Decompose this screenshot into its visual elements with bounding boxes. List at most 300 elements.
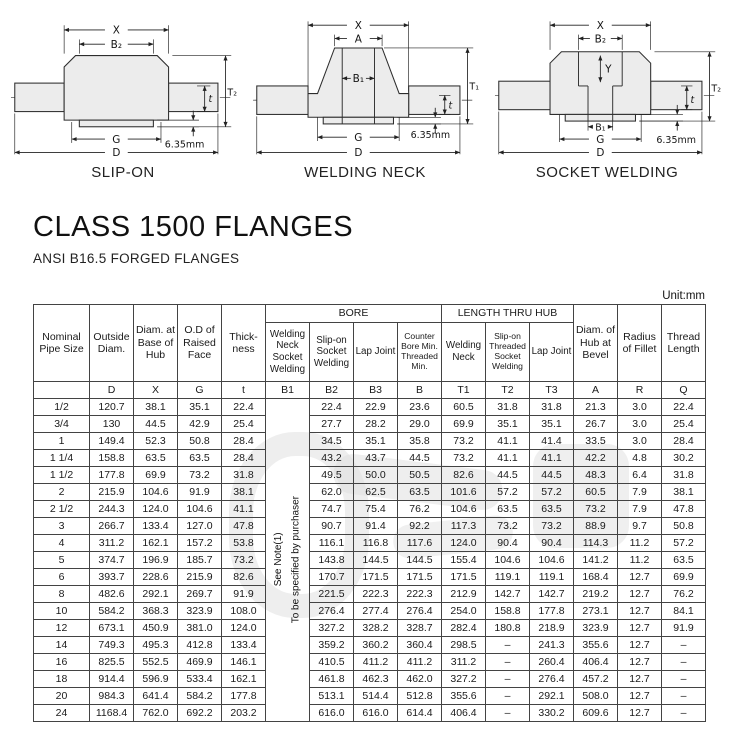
value-cell: 311.2: [442, 654, 486, 671]
value-cell: 38.1: [134, 399, 178, 416]
table-row: [34, 620, 706, 637]
pipe-size-cell: 2 1/2: [34, 501, 90, 518]
value-cell: 63.5: [178, 450, 222, 467]
value-cell: 117.6: [398, 535, 442, 552]
value-cell: 171.5: [354, 569, 398, 586]
pipe-size-cell: 5: [34, 552, 90, 569]
symbol-cell-B1: B1: [266, 382, 310, 399]
value-cell: 269.7: [178, 586, 222, 603]
dim-label-x: X: [354, 19, 362, 32]
table-row: [34, 433, 706, 450]
pipe-size-cell: 24: [34, 705, 90, 722]
value-cell: 215.9: [178, 569, 222, 586]
value-cell: 3.0: [618, 433, 662, 450]
value-cell: 158.8: [486, 603, 530, 620]
value-cell: 82.6: [442, 467, 486, 484]
value-cell: 533.4: [178, 671, 222, 688]
value-cell: 22.4: [310, 399, 354, 416]
table-row: [34, 518, 706, 535]
value-cell: –: [486, 654, 530, 671]
pipe-size-cell: 1/2: [34, 399, 90, 416]
value-cell: 104.6: [178, 501, 222, 518]
dim-label-g: G: [354, 132, 363, 145]
value-cell: 50.5: [398, 467, 442, 484]
value-cell: 260.4: [530, 654, 574, 671]
value-cell: 90.4: [530, 535, 574, 552]
col-header-bore-b1: Welding Neck Socket Welding: [266, 323, 310, 382]
value-cell: 76.2: [398, 501, 442, 518]
value-cell: 27.7: [310, 416, 354, 433]
b1-note-line: To be specified by purchaser: [290, 496, 302, 624]
value-cell: 130: [90, 416, 134, 433]
value-cell: 1168.4: [90, 705, 134, 722]
table-row: [34, 450, 706, 467]
value-cell: 63.5: [398, 484, 442, 501]
value-cell: 411.2: [398, 654, 442, 671]
value-cell: 298.5: [442, 637, 486, 654]
value-cell: –: [486, 705, 530, 722]
value-cell: 7.9: [618, 484, 662, 501]
value-cell: 462.0: [398, 671, 442, 688]
dim-label-y: Y: [605, 63, 612, 76]
value-cell: 44.5: [486, 467, 530, 484]
value-cell: 22.4: [662, 399, 706, 416]
b1-note-line: See Note(1): [273, 533, 284, 587]
dim-label-t2: T₂: [711, 83, 722, 95]
flange-table-section: [33, 304, 706, 722]
value-cell: 584.2: [90, 603, 134, 620]
pipe-size-cell: 8: [34, 586, 90, 603]
value-cell: 469.9: [178, 654, 222, 671]
value-cell: 12.7: [618, 654, 662, 671]
dim-label-x: X: [596, 19, 604, 32]
value-cell: 406.4: [442, 705, 486, 722]
value-cell: 116.1: [310, 535, 354, 552]
value-cell: 327.2: [442, 671, 486, 688]
value-cell: 35.1: [178, 399, 222, 416]
value-cell: 43.2: [310, 450, 354, 467]
value-cell: 28.4: [222, 450, 266, 467]
value-cell: 6.4: [618, 467, 662, 484]
value-cell: 328.2: [354, 620, 398, 637]
value-cell: 512.8: [398, 688, 442, 705]
slip-on-drawing: [4, 10, 242, 160]
unit-label: Unit:mm: [662, 290, 705, 302]
value-cell: 29.0: [398, 416, 442, 433]
value-cell: 12.7: [618, 637, 662, 654]
value-cell: 33.5: [574, 433, 618, 450]
table-row: [34, 416, 706, 433]
dim-label-t: t: [690, 95, 695, 107]
dim-label-raised-face: 6.35mm: [164, 139, 205, 151]
value-cell: 162.1: [134, 535, 178, 552]
dim-label-t: t: [448, 100, 453, 112]
value-cell: 508.0: [574, 688, 618, 705]
table-row: [34, 705, 706, 722]
socket-welding-drawing: [488, 10, 726, 160]
value-cell: 142.7: [486, 586, 530, 603]
col-header-nominal-pipe-size: Nominal Pipe Size: [34, 305, 90, 382]
pipe-size-cell: 4: [34, 535, 90, 552]
value-cell: 124.0: [134, 501, 178, 518]
dim-label-b1: B₁: [595, 122, 606, 134]
value-cell: 276.4: [310, 603, 354, 620]
dim-label-d: D: [112, 147, 121, 160]
value-cell: 292.1: [134, 586, 178, 603]
table-row: [34, 688, 706, 705]
value-cell: 31.8: [530, 399, 574, 416]
dim-label-t1: T₁: [469, 81, 480, 93]
value-cell: 282.4: [442, 620, 486, 637]
col-header-outside-diam: Outside Diam.: [90, 305, 134, 382]
value-cell: 52.3: [134, 433, 178, 450]
pipe-size-cell: 16: [34, 654, 90, 671]
diagram-caption-slip-on: SLIP-ON: [91, 164, 155, 181]
value-cell: –: [486, 637, 530, 654]
pipe-size-cell: 10: [34, 603, 90, 620]
b1-note-text: [270, 496, 305, 623]
symbol-cell-X: X: [134, 382, 178, 399]
value-cell: 63.5: [530, 501, 574, 518]
value-cell: 23.6: [398, 399, 442, 416]
value-cell: 406.4: [574, 654, 618, 671]
value-cell: 368.3: [134, 603, 178, 620]
table-row: [34, 671, 706, 688]
value-cell: 104.6: [486, 552, 530, 569]
value-cell: 57.2: [530, 484, 574, 501]
value-cell: 461.8: [310, 671, 354, 688]
value-cell: 73.2: [530, 518, 574, 535]
value-cell: 30.2: [662, 450, 706, 467]
value-cell: 60.5: [442, 399, 486, 416]
value-cell: 75.4: [354, 501, 398, 518]
diagram-socket-welding: [486, 10, 728, 181]
value-cell: 63.5: [134, 450, 178, 467]
value-cell: 53.8: [222, 535, 266, 552]
value-cell: 3.0: [618, 416, 662, 433]
dim-label-b2: B₂: [594, 33, 607, 46]
value-cell: 117.3: [442, 518, 486, 535]
b1-note-cell: [266, 399, 310, 722]
diagram-row: [0, 0, 730, 181]
table-row: [34, 484, 706, 501]
value-cell: 170.7: [310, 569, 354, 586]
col-header-bore-b3: Lap Joint: [354, 323, 398, 382]
col-header-hub-t2: Slip-on Threaded Socket Welding: [486, 323, 530, 382]
value-cell: 914.4: [90, 671, 134, 688]
value-cell: 212.9: [442, 586, 486, 603]
value-cell: 462.3: [354, 671, 398, 688]
col-header-hub-t3: Lap Joint: [530, 323, 574, 382]
value-cell: 26.7: [574, 416, 618, 433]
value-cell: 12.7: [618, 671, 662, 688]
value-cell: 984.3: [90, 688, 134, 705]
value-cell: 44.5: [530, 467, 574, 484]
value-cell: 142.7: [530, 586, 574, 603]
value-cell: 254.0: [442, 603, 486, 620]
value-cell: 62.5: [354, 484, 398, 501]
dim-label-b2: B₂: [110, 38, 123, 51]
value-cell: 276.4: [398, 603, 442, 620]
value-cell: 359.2: [310, 637, 354, 654]
value-cell: 127.0: [178, 518, 222, 535]
welding-neck-drawing: [246, 10, 484, 160]
value-cell: 215.9: [90, 484, 134, 501]
value-cell: 50.8: [178, 433, 222, 450]
col-header-thread-length: Thread Length: [662, 305, 706, 382]
value-cell: 222.3: [354, 586, 398, 603]
value-cell: 374.7: [90, 552, 134, 569]
value-cell: 41.4: [530, 433, 574, 450]
value-cell: 38.1: [662, 484, 706, 501]
value-cell: 228.6: [134, 569, 178, 586]
pipe-size-cell: 12: [34, 620, 90, 637]
value-cell: 158.8: [90, 450, 134, 467]
value-cell: 609.6: [574, 705, 618, 722]
value-cell: 84.1: [662, 603, 706, 620]
value-cell: 596.9: [134, 671, 178, 688]
value-cell: 450.9: [134, 620, 178, 637]
symbol-cell-G: G: [178, 382, 222, 399]
value-cell: 101.6: [442, 484, 486, 501]
value-cell: 241.3: [530, 637, 574, 654]
dim-label-x: X: [112, 24, 120, 37]
value-cell: 124.0: [222, 620, 266, 637]
pipe-size-cell: 2: [34, 484, 90, 501]
value-cell: –: [486, 688, 530, 705]
value-cell: 514.4: [354, 688, 398, 705]
value-cell: 360.4: [398, 637, 442, 654]
value-cell: 44.5: [398, 450, 442, 467]
value-cell: 411.2: [354, 654, 398, 671]
value-cell: 35.1: [530, 416, 574, 433]
value-cell: 104.6: [134, 484, 178, 501]
dim-label-raised-face: 6.35mm: [410, 130, 451, 142]
table-row: [34, 399, 706, 416]
flange-table-body: [34, 399, 706, 722]
value-cell: 116.8: [354, 535, 398, 552]
col-header-hub-t1: Welding Neck: [442, 323, 486, 382]
value-cell: 749.3: [90, 637, 134, 654]
page-subtitle: ANSI B16.5 FORGED FLANGES: [33, 251, 240, 266]
value-cell: 360.2: [354, 637, 398, 654]
pipe-size-cell: 20: [34, 688, 90, 705]
value-cell: 311.2: [90, 535, 134, 552]
value-cell: 185.7: [178, 552, 222, 569]
value-cell: 273.1: [574, 603, 618, 620]
value-cell: 203.2: [222, 705, 266, 722]
diagram-caption-socket-welding: SOCKET WELDING: [535, 164, 679, 181]
value-cell: 49.5: [310, 467, 354, 484]
dim-label-t: t: [208, 94, 213, 106]
value-cell: 35.1: [354, 433, 398, 450]
value-cell: –: [662, 654, 706, 671]
value-cell: 218.9: [530, 620, 574, 637]
value-cell: 12.7: [618, 688, 662, 705]
value-cell: 355.6: [442, 688, 486, 705]
value-cell: 244.3: [90, 501, 134, 518]
value-cell: 69.9: [662, 569, 706, 586]
value-cell: 276.4: [530, 671, 574, 688]
value-cell: 266.7: [90, 518, 134, 535]
value-cell: 762.0: [134, 705, 178, 722]
value-cell: 410.5: [310, 654, 354, 671]
symbol-cell-B3: B3: [354, 382, 398, 399]
table-row: [34, 603, 706, 620]
value-cell: 57.2: [662, 535, 706, 552]
col-header-diam-base-hub: Diam. at Base of Hub: [134, 305, 178, 382]
value-cell: 41.1: [486, 450, 530, 467]
value-cell: –: [486, 671, 530, 688]
symbol-cell-T1: T1: [442, 382, 486, 399]
value-cell: 12.7: [618, 620, 662, 637]
value-cell: 11.2: [618, 552, 662, 569]
value-cell: 31.8: [486, 399, 530, 416]
value-cell: 133.4: [134, 518, 178, 535]
value-cell: 119.1: [530, 569, 574, 586]
table-row: [34, 654, 706, 671]
value-cell: 63.5: [662, 552, 706, 569]
group-header-length-thru-hub: LENGTH THRU HUB: [442, 305, 574, 323]
group-header-bore: BORE: [266, 305, 442, 323]
value-cell: 673.1: [90, 620, 134, 637]
dim-label-t2: T₂: [227, 87, 238, 99]
value-cell: 327.2: [310, 620, 354, 637]
pipe-size-cell: 18: [34, 671, 90, 688]
value-cell: 292.1: [530, 688, 574, 705]
value-cell: 108.0: [222, 603, 266, 620]
value-cell: 42.2: [574, 450, 618, 467]
value-cell: 92.2: [398, 518, 442, 535]
value-cell: 144.5: [354, 552, 398, 569]
symbol-cell-A: A: [574, 382, 618, 399]
diagram-caption-welding-neck: WELDING NECK: [304, 164, 426, 181]
dim-label-g: G: [596, 133, 605, 146]
value-cell: 28.2: [354, 416, 398, 433]
pipe-size-cell: 1: [34, 433, 90, 450]
value-cell: 44.5: [134, 416, 178, 433]
pipe-size-cell: 3: [34, 518, 90, 535]
value-cell: 141.2: [574, 552, 618, 569]
value-cell: 22.9: [354, 399, 398, 416]
value-cell: 157.2: [178, 535, 222, 552]
value-cell: 393.7: [90, 569, 134, 586]
value-cell: 47.8: [222, 518, 266, 535]
value-cell: 177.8: [530, 603, 574, 620]
value-cell: 177.8: [222, 688, 266, 705]
symbol-cell-B: B: [398, 382, 442, 399]
value-cell: 62.0: [310, 484, 354, 501]
value-cell: 7.9: [618, 501, 662, 518]
value-cell: 41.1: [222, 501, 266, 518]
pipe-size-cell: 1 1/2: [34, 467, 90, 484]
table-row: [34, 637, 706, 654]
value-cell: 28.4: [662, 433, 706, 450]
dim-label-g: G: [112, 133, 121, 146]
value-cell: 50.0: [354, 467, 398, 484]
value-cell: 143.8: [310, 552, 354, 569]
value-cell: 73.2: [442, 433, 486, 450]
diagram-welding-neck: [244, 10, 486, 181]
value-cell: 381.0: [178, 620, 222, 637]
value-cell: 171.5: [442, 569, 486, 586]
value-cell: 48.3: [574, 467, 618, 484]
value-cell: 50.8: [662, 518, 706, 535]
value-cell: 4.8: [618, 450, 662, 467]
value-cell: 41.1: [486, 433, 530, 450]
value-cell: 219.2: [574, 586, 618, 603]
value-cell: 552.5: [134, 654, 178, 671]
value-cell: 73.2: [178, 467, 222, 484]
value-cell: 412.8: [178, 637, 222, 654]
value-cell: 104.6: [442, 501, 486, 518]
dim-label-a: A: [354, 33, 362, 46]
col-header-diam-hub-bevel: Diam. of Hub at Bevel: [574, 305, 618, 382]
value-cell: 91.4: [354, 518, 398, 535]
value-cell: 38.1: [222, 484, 266, 501]
value-cell: 177.8: [90, 467, 134, 484]
pipe-size-cell: 6: [34, 569, 90, 586]
value-cell: 63.5: [486, 501, 530, 518]
value-cell: 119.1: [486, 569, 530, 586]
value-cell: 76.2: [662, 586, 706, 603]
value-cell: 43.7: [354, 450, 398, 467]
table-row: [34, 535, 706, 552]
value-cell: 35.1: [486, 416, 530, 433]
value-cell: 88.9: [574, 518, 618, 535]
value-cell: 692.2: [178, 705, 222, 722]
value-cell: 41.1: [530, 450, 574, 467]
pipe-size-cell: 1 1/4: [34, 450, 90, 467]
value-cell: 22.4: [222, 399, 266, 416]
value-cell: 12.7: [618, 586, 662, 603]
table-row: [34, 586, 706, 603]
value-cell: –: [662, 688, 706, 705]
col-header-radius-fillet: Radius of Fillet: [618, 305, 662, 382]
value-cell: 146.1: [222, 654, 266, 671]
value-cell: 73.2: [486, 518, 530, 535]
value-cell: 120.7: [90, 399, 134, 416]
table-row: [34, 501, 706, 518]
value-cell: 60.5: [574, 484, 618, 501]
value-cell: 57.2: [486, 484, 530, 501]
value-cell: 277.4: [354, 603, 398, 620]
value-cell: 104.6: [530, 552, 574, 569]
value-cell: 3.0: [618, 399, 662, 416]
col-header-bore-b2: Slip-on Socket Welding: [310, 323, 354, 382]
value-cell: 35.8: [398, 433, 442, 450]
value-cell: 28.4: [222, 433, 266, 450]
col-header-bore-b: Counter Bore Min. Threaded Min.: [398, 323, 442, 382]
value-cell: 162.1: [222, 671, 266, 688]
symbol-cell-B2: B2: [310, 382, 354, 399]
value-cell: 641.4: [134, 688, 178, 705]
value-cell: 196.9: [134, 552, 178, 569]
value-cell: 90.7: [310, 518, 354, 535]
value-cell: 222.3: [398, 586, 442, 603]
value-cell: 457.2: [574, 671, 618, 688]
value-cell: 355.6: [574, 637, 618, 654]
value-cell: 171.5: [398, 569, 442, 586]
value-cell: 12.7: [618, 705, 662, 722]
dim-label-d: D: [354, 147, 363, 160]
value-cell: –: [662, 637, 706, 654]
value-cell: 330.2: [530, 705, 574, 722]
col-header-thickness: Thick-ness: [222, 305, 266, 382]
table-row: [34, 569, 706, 586]
value-cell: 91.9: [222, 586, 266, 603]
value-cell: 328.7: [398, 620, 442, 637]
